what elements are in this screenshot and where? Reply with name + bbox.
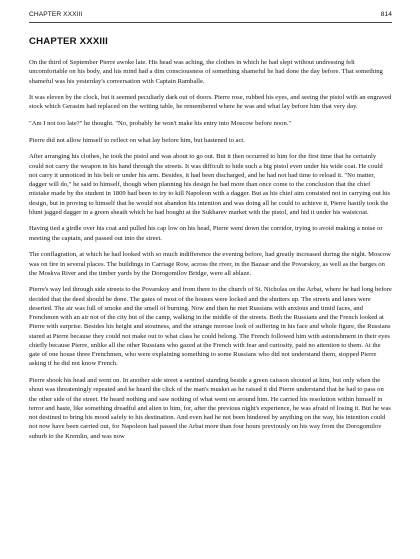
paragraph: The conflagration, at which he had looked with so much indifference the evening before, had greatly increased during the night. Moscow was on fire in several places. The buildings in Carriage Row, across the river, in the Bazaar and the Povarskoy, as well as the barges on the Moskva River and the timber yards by the Dorogomilov Bridge, were all ablaze.	[29, 251, 391, 277]
running-header	[29, 11, 392, 20]
paragraph: Having tied a girdle over his coat and pulled his cap low on his head, Pierre went down the corridor, trying to avoid making a noise or meeting the captain, and passed out into the street.	[29, 225, 383, 242]
paragraph: After arranging his clothes, he took the pistol and was about to go out. But it then occurred to him for the first time that he certainly could not carry the weapon in his hand through the streets. It was difficult to hide such a big pistol even under his wide coat. He could not carry it unnoticed in his belt or under his arm. Besides, it had been discharged, and he had not had time to reload it. "No matter, dagger will do," he said to himself, though when planning his design he had more than once come to the conclusion that the chief mistake made by the student in 1809 had been to try to kill Napoleon with a dagger. But as his chief aim consisted not in carrying out his design, but in proving to himself that he would not abandon his intention and was doing all he could to achieve it, Pierre hastily took the blunt jagged dagger in a green sheath which he had bought at the Sukharev market with the pistol, and hid it under his waistcoat.	[29, 153, 391, 216]
paragraph: Pierre's way led through side streets to the Povarskoy and from there to the church of St. Nicholas on the Arbat, where he had long before decided that the deed should be done. The gates of most of the houses were locked and the shutters up. The streets and lanes were deserted. The air was full of smoke and the smell of burning. Now and then he met Russians with anxious and timid faces, and Frenchmen with an air not of the city but of the camp, walking in the middle of the streets. Both the Russians and the French looked at Pierre with surprise. Besides his height and stoutness, and the strange morose look of suffering in his face and whole figure, the Russians stared at Pierre because they could not make out to what class he could belong. The French followed him with astonishment in their eyes chiefly because Pierre, unlike all the other Russians who gazed at the French with fear and curiosity, paid no attention to them. At the gate of one house three Frenchmen, who were explaining something to some Russians who did not understand them, stopped Pierre asking if he did not know French.	[29, 286, 392, 368]
header-divider	[29, 22, 392, 23]
paragraph: On the third of September Pierre awoke late. His head was aching, the clothes in which he had slept without undressing felt uncomfortable on his body, and his mind had a dim consciousness of something shameful he had done the day before. That something shameful was his yesterday's conversation with Captain Ramballe.	[29, 59, 383, 85]
paragraph: It was eleven by the clock, but it seemed peculiarly dark out of doors. Pierre rose, rubbed his eyes, and seeing the pistol with an engraved stock which Gerasim had replaced on the writing table, he remembered where he was and what lay before him that very day.	[29, 94, 392, 111]
running-header-chapter: CHAPTER XXXIII	[29, 11, 83, 18]
paragraph: Pierre did not allow himself to reflect on what lay before him, but hastened to act.	[29, 136, 245, 144]
body-text	[29, 58, 392, 448]
paragraph: Pierre shook his head and went on. In another side street a sentinel standing beside a green caisson shouted at him, but only when the shout was threateningly repeated and he heard the click of the man's musket as he raised it did Pierre understand that he had to pass on the other side of the street. He heard nothing and saw nothing of what went on around him. He carried his resolution within himself in terror and haste, like something dreadful and alien to him, for, after the previous night's experience, he was afraid of losing it. But he was not destined to bring his mood safely to his destination. And even had he not been hindered by anything on the way, his intention could not now have been carried out, for Napoleon had passed the Arbat more than four hours previously on his way from the Dorogomilov suburb to the Kremlin, and was now	[29, 377, 391, 440]
chapter-title: CHAPTER XXXIII	[29, 36, 109, 47]
paragraph: "Am I not too late?" he thought. "No, probably he won't make his entry into Moscow before noon."	[29, 120, 292, 128]
page-number: 814	[380, 11, 392, 18]
